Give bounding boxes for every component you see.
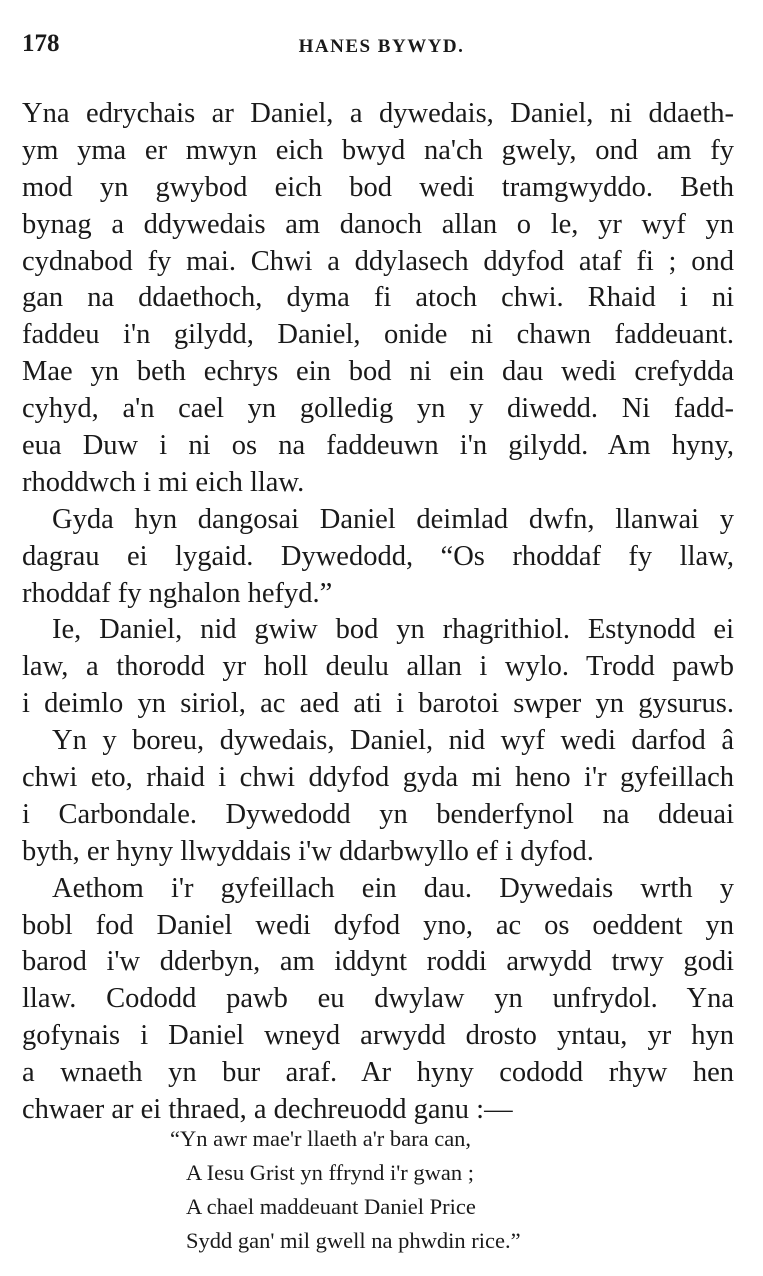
text-line: gofynais i Daniel wneyd arwydd drosto yntau, yr hyn	[22, 1020, 734, 1052]
text-line: mod yn gwybod eich bod wedi tramgwyddo. Beth	[22, 171, 734, 203]
text-line: Yna edrychais ar Daniel, a dywedais, Daniel, ni ddaeth-	[22, 98, 734, 129]
poem-line: A Iesu Grist yn ffrynd i'r gwan ;	[186, 1160, 474, 1185]
text-line: dagrau ei lygaid. Dywedodd, “Os rhoddaf fy llaw,	[22, 540, 734, 572]
text-line: barod i'w dderbyn, am iddynt roddi arwydd trwy godi	[22, 946, 734, 978]
text-line: chwaer ar ei thraed, a dechreuodd ganu :—	[22, 1094, 513, 1126]
page-number: 178	[22, 30, 60, 57]
text-line: ym yma er mwyn eich bwyd na'ch gwely, ond am fy	[22, 134, 734, 166]
poem-line: A chael maddeuant Daniel Price	[186, 1194, 476, 1219]
text-line: gan na ddaethoch, dyma fi atoch chwi. Rhaid i ni	[22, 282, 734, 314]
text-line: chwi eto, rhaid i chwi ddyfod gyda mi heno i'r gyfeillach	[22, 762, 734, 794]
text-line: eua Duw i ni os na faddeuwn i'n gilydd. Am hyny,	[22, 430, 734, 462]
text-line: i deimlo yn siriol, ac aed ati i barotoi swper yn gysurus.	[22, 688, 734, 720]
poem-stanza	[170, 1122, 521, 1258]
text-line: cydnabod fy mai. Chwi a ddylasech ddyfod ataf fi ; ond	[22, 245, 734, 277]
text-line: rhoddaf fy nghalon hefyd.”	[22, 577, 333, 609]
text-line: llaw. Cododd pawb eu dwylaw yn unfrydol. Yna	[22, 983, 734, 1015]
text-line: Mae yn beth echrys ein bod ni ein dau wedi crefydda	[22, 356, 734, 388]
text-line: bobl fod Daniel wedi dyfod yno, ac os oeddent yn	[22, 909, 734, 941]
text-line: Yn y boreu, dywedais, Daniel, nid wyf wedi darfod â	[52, 725, 734, 757]
poem-line: Sydd gan' mil gwell na phwdin rice.”	[186, 1228, 521, 1253]
running-title: HANES BYWYD.	[298, 36, 465, 57]
text-line: cyhyd, a'n cael yn golledig yn y diwedd. Ni fadd-	[22, 393, 734, 425]
text-line: byth, er hyny llwyddais i'w ddarbwyllo ef i dyfod.	[22, 835, 594, 867]
text-line: rhoddwch i mi eich llaw.	[22, 466, 305, 498]
text-line: Ie, Daniel, nid gwiw bod yn rhagrithiol. Estynodd ei	[52, 614, 734, 646]
text-line: faddeu i'n gilydd, Daniel, onide ni chawn faddeuant.	[22, 319, 734, 351]
body-text	[22, 96, 734, 1129]
text-line: Aethom i'r gyfeillach ein dau. Dywedais wrth y	[52, 872, 734, 904]
text-line: law, a thorodd yr holl deulu allan i wylo. Trodd pawb	[22, 651, 734, 683]
text-line: i Carbondale. Dywedodd yn benderfynol na ddeuai	[22, 798, 734, 830]
text-line: bynag a ddywedais am danoch allan o le, yr wyf yn	[22, 208, 734, 240]
text-line: a wnaeth yn bur araf. Ar hyny cododd rhyw hen	[22, 1057, 734, 1089]
text-line: Gyda hyn dangosai Daniel deimlad dwfn, llanwai y	[52, 503, 734, 535]
poem-line: “Yn awr mae'r llaeth a'r bara can,	[170, 1126, 472, 1151]
